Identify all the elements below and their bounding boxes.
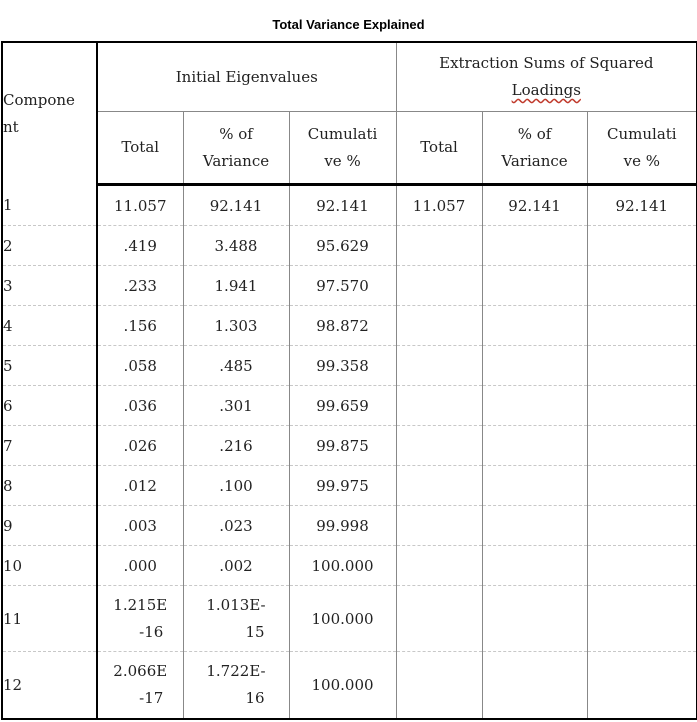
table-row [2, 266, 697, 306]
total-cell-line2: -16 [139, 622, 164, 641]
empty-cell [587, 426, 697, 466]
empty-cell [396, 652, 482, 720]
component-cell: 7 [2, 426, 97, 466]
total-cell: .026 [97, 426, 183, 466]
total-cell: .419 [97, 226, 183, 266]
total-cell: .058 [97, 346, 183, 386]
empty-cell [482, 346, 587, 386]
empty-cell [587, 506, 697, 546]
initial-pct-variance-header [183, 112, 289, 185]
extraction-sums-header [396, 42, 697, 112]
total-cell-line2: -17 [139, 689, 164, 707]
empty-cell [396, 466, 482, 506]
component-cell: 5 [2, 346, 97, 386]
cumulative-cell: 99.875 [289, 426, 396, 466]
pct-variance-cell: .301 [183, 386, 289, 426]
component-cell: 8 [2, 466, 97, 506]
cum-header-line2: ve % [324, 151, 361, 170]
total-cell: 11.057 [97, 185, 183, 226]
cum-header-line1: Cumulati [307, 124, 378, 143]
initial-cumulative-header [289, 112, 396, 185]
pct-cell-line1: 1.013E- [206, 595, 266, 614]
total-variance-table [1, 41, 697, 720]
table-row [2, 386, 697, 426]
table-row [2, 306, 697, 346]
extraction-header-line2: Loadings [511, 81, 581, 99]
table-row [2, 426, 697, 466]
empty-cell [482, 652, 587, 720]
pct-variance-cell: 1.303 [183, 306, 289, 346]
total-cell-line1: 1.215E [113, 595, 168, 614]
extraction-cumulative-cell: 92.141 [587, 185, 697, 226]
empty-cell [587, 306, 697, 346]
table-row [2, 226, 697, 266]
pct-variance-cell [183, 586, 289, 652]
empty-cell [587, 226, 697, 266]
empty-cell [587, 546, 697, 586]
empty-cell [396, 266, 482, 306]
pct-variance-cell: .002 [183, 546, 289, 586]
pct-variance-cell [183, 652, 289, 720]
pct-variance-cell: .100 [183, 466, 289, 506]
component-cell: 4 [2, 306, 97, 346]
extraction-pct-variance-cell: 92.141 [482, 185, 587, 226]
empty-cell [587, 586, 697, 652]
pct-header-line1: % of [517, 124, 552, 143]
cumulative-cell: 92.141 [289, 185, 396, 226]
total-cell: .156 [97, 306, 183, 346]
component-header-line2: nt [3, 117, 19, 136]
total-cell: .003 [97, 506, 183, 546]
extraction-pct-variance-header [482, 112, 587, 185]
component-cell: 3 [2, 266, 97, 306]
cumulative-cell: 98.872 [289, 306, 396, 346]
empty-cell [482, 426, 587, 466]
pct-variance-cell: .023 [183, 506, 289, 546]
empty-cell [482, 306, 587, 346]
pct-cell-line2: 15 [245, 622, 265, 641]
total-cell [97, 652, 183, 720]
pct-variance-cell: 3.488 [183, 226, 289, 266]
empty-cell [396, 226, 482, 266]
pct-header-line1: % of [219, 124, 253, 143]
cumulative-cell: 99.358 [289, 346, 396, 386]
table-row [2, 185, 697, 226]
total-cell: .233 [97, 266, 183, 306]
cumulative-cell: 99.975 [289, 466, 396, 506]
empty-cell [396, 546, 482, 586]
table-row [2, 506, 697, 546]
cumulative-cell: 99.659 [289, 386, 396, 426]
table-row [2, 466, 697, 506]
total-cell-line1: 2.066E [113, 662, 168, 680]
extraction-total-header: Total [396, 112, 482, 185]
empty-cell [482, 226, 587, 266]
pct-variance-cell: 92.141 [183, 185, 289, 226]
empty-cell [482, 586, 587, 652]
extraction-header-line1: Extraction Sums of Squared [439, 54, 654, 72]
empty-cell [396, 586, 482, 652]
total-cell: .036 [97, 386, 183, 426]
empty-cell [482, 386, 587, 426]
component-cell: 1 [2, 185, 97, 226]
empty-cell [396, 426, 482, 466]
pct-variance-cell: 1.941 [183, 266, 289, 306]
pct-variance-cell: .485 [183, 346, 289, 386]
component-cell: 10 [2, 546, 97, 586]
empty-cell [482, 266, 587, 306]
cumulative-cell: 95.629 [289, 226, 396, 266]
component-cell: 2 [2, 226, 97, 266]
empty-cell [587, 466, 697, 506]
pct-cell-line1: 1.722E- [206, 662, 266, 680]
extraction-total-cell: 11.057 [396, 185, 482, 226]
table-row [2, 652, 697, 720]
total-cell: .012 [97, 466, 183, 506]
component-header-line1: Compone [3, 90, 75, 109]
cumulative-cell: 100.000 [289, 546, 396, 586]
component-cell: 12 [3, 676, 23, 694]
total-cell [97, 586, 183, 652]
empty-cell [587, 346, 697, 386]
table-row [2, 546, 697, 586]
component-cell: 11 [2, 586, 97, 652]
component-cell: 6 [2, 386, 97, 426]
empty-cell [396, 506, 482, 546]
table-row [2, 346, 697, 386]
cum-header-line2: ve % [623, 151, 660, 170]
empty-cell [587, 386, 697, 426]
extraction-cumulative-header [587, 112, 697, 185]
empty-cell [482, 466, 587, 506]
component-cell: 9 [2, 506, 97, 546]
cumulative-cell: 97.570 [289, 266, 396, 306]
table-title: Total Variance Explained [272, 17, 425, 32]
empty-cell [482, 506, 587, 546]
cumulative-cell: 100.000 [289, 586, 396, 652]
cum-header-line1: Cumulati [607, 124, 677, 143]
empty-cell [587, 652, 697, 720]
empty-cell [482, 546, 587, 586]
empty-cell [396, 346, 482, 386]
pct-cell-line2: 16 [245, 689, 265, 707]
empty-cell [396, 386, 482, 426]
pct-header-line2: Variance [202, 151, 270, 170]
cumulative-cell: 99.998 [289, 506, 396, 546]
empty-cell [587, 266, 697, 306]
pct-variance-cell: .216 [183, 426, 289, 466]
total-cell: .000 [97, 546, 183, 586]
initial-eigenvalues-header: Initial Eigenvalues [97, 42, 396, 112]
empty-cell [396, 306, 482, 346]
cumulative-cell: 100.000 [289, 652, 396, 720]
table-row [2, 586, 697, 652]
component-header [2, 42, 97, 185]
pct-header-line2: Variance [501, 151, 568, 170]
initial-total-header: Total [97, 112, 183, 185]
